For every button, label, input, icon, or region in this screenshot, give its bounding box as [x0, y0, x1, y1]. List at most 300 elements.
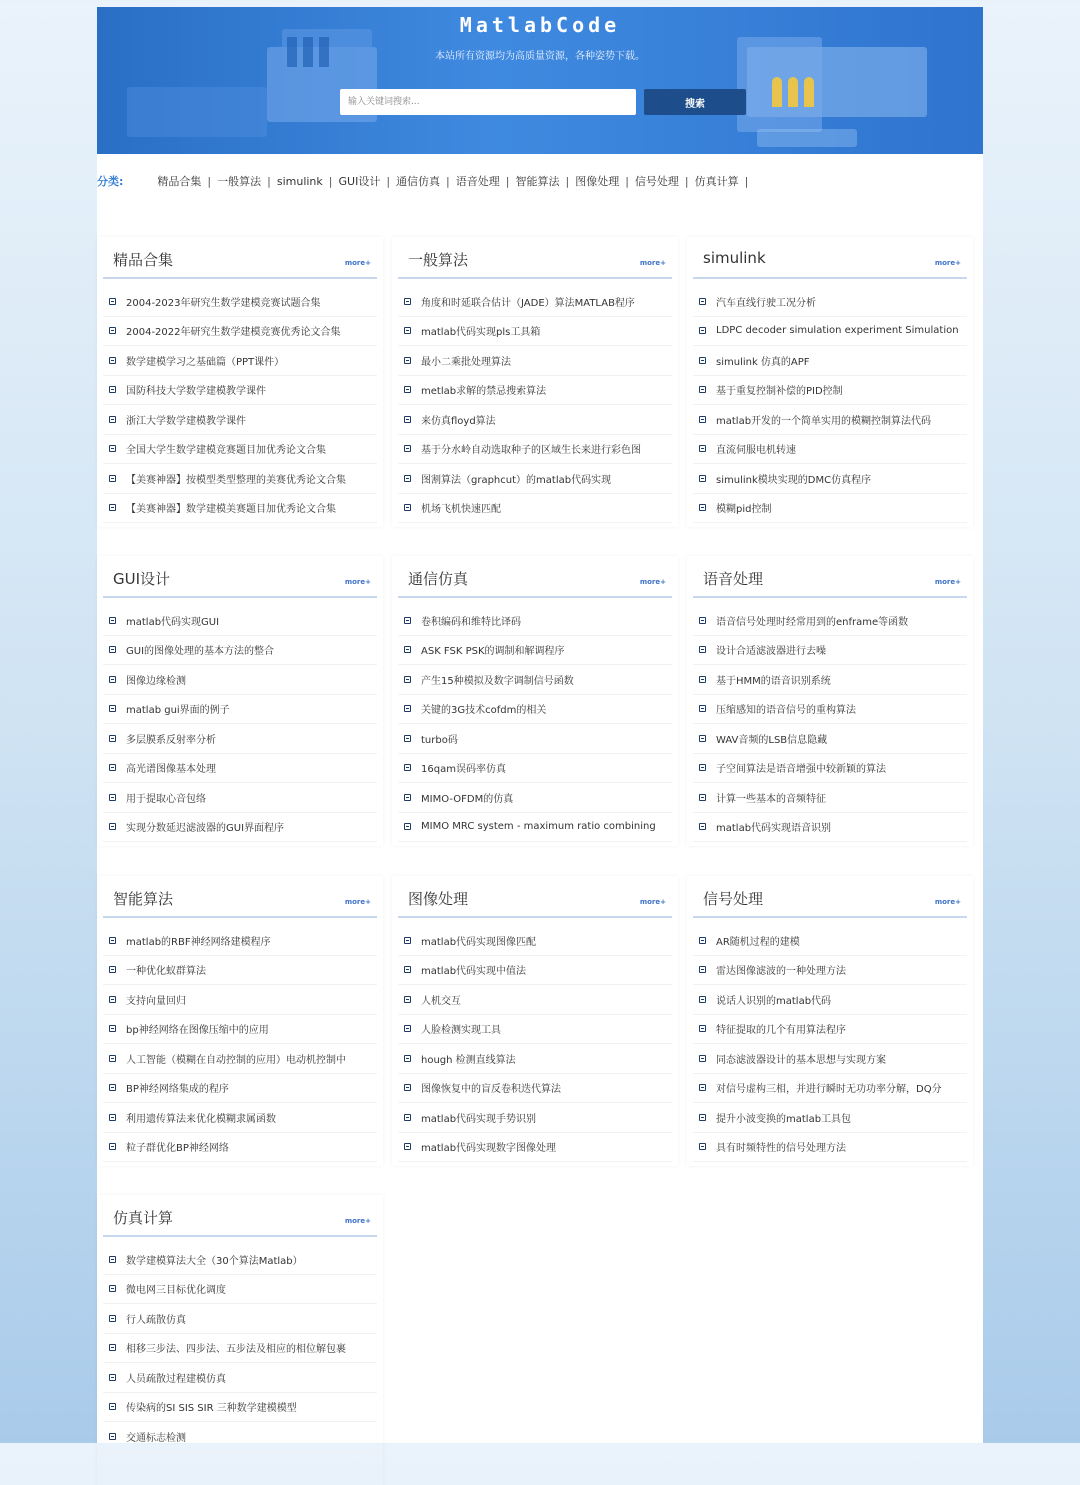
- category-link[interactable]: 图像处理: [575, 175, 620, 188]
- panel-title[interactable]: GUI设计: [113, 570, 171, 588]
- panel-title[interactable]: 仿真计算: [113, 1209, 174, 1227]
- list-item-link[interactable]: 一种优化蚁群算法: [126, 966, 206, 978]
- document-icon: [699, 705, 706, 712]
- document-icon: [699, 617, 706, 624]
- list-item-link[interactable]: 数学建模学习之基础篇（PPT课件）: [126, 356, 285, 368]
- list-item-link[interactable]: 特征提取的几个有用算法程序: [716, 1025, 846, 1037]
- list-item[interactable]: [693, 813, 967, 843]
- list-item-link[interactable]: matlab的RBF神经网络建模程序: [126, 936, 271, 948]
- category-nav: [97, 171, 748, 191]
- list-item[interactable]: [693, 317, 967, 347]
- list-item[interactable]: [103, 1334, 377, 1364]
- document-icon: [404, 298, 411, 305]
- document-icon: [109, 1256, 116, 1263]
- list-item[interactable]: [693, 346, 967, 376]
- list-item-link[interactable]: 模糊pid控制: [716, 504, 772, 516]
- document-icon: [404, 617, 411, 624]
- list-item[interactable]: [398, 956, 672, 986]
- list-item-link[interactable]: 图像边缘检测: [126, 675, 186, 687]
- list-item-link[interactable]: 雷达图像滤波的一种处理方法: [716, 966, 846, 978]
- list-item-link[interactable]: 设计合适滤波器进行去噪: [716, 646, 826, 658]
- document-icon: [404, 1084, 411, 1091]
- list-item[interactable]: [398, 1015, 672, 1045]
- category-link[interactable]: 仿真计算: [694, 175, 739, 188]
- category-separator: |: [446, 174, 450, 188]
- list-item[interactable]: [103, 1275, 377, 1305]
- list-item-link[interactable]: GUI的图像处理的基本方法的整合: [126, 646, 275, 658]
- list-item-link[interactable]: 传染病的SI SIS SIR 三种数学建模模型: [126, 1403, 297, 1415]
- list-item[interactable]: [103, 1074, 377, 1104]
- panel-header: [398, 237, 672, 279]
- list-item-link[interactable]: 多层膜系反射率分析: [126, 734, 216, 746]
- document-icon: [699, 386, 706, 393]
- category-separator: |: [684, 174, 689, 188]
- list-item[interactable]: [693, 1044, 967, 1074]
- document-icon: [109, 1055, 116, 1062]
- document-icon: [109, 646, 116, 653]
- document-icon: [404, 416, 411, 423]
- document-icon: [404, 646, 411, 653]
- document-icon: [699, 1143, 706, 1150]
- document-icon: [699, 823, 706, 830]
- document-icon: [404, 1143, 411, 1150]
- category-link[interactable]: 通信仿真: [396, 175, 441, 188]
- list-item[interactable]: [103, 287, 377, 317]
- list-item[interactable]: [398, 287, 672, 317]
- document-icon: [404, 504, 411, 511]
- document-icon: [109, 676, 116, 683]
- more-link[interactable]: more+: [934, 578, 961, 586]
- panel-header: [103, 1195, 377, 1237]
- list-item-link[interactable]: hough 检测直线算法: [421, 1054, 516, 1066]
- document-icon: [404, 764, 411, 771]
- list-item-link[interactable]: matlab代码实现手势识别: [421, 1113, 537, 1125]
- category-link[interactable]: 智能算法: [515, 175, 560, 188]
- document-icon: [109, 298, 116, 305]
- list-item-link[interactable]: turbo码: [421, 734, 458, 746]
- panel-list: [687, 279, 973, 523]
- document-icon: [109, 735, 116, 742]
- list-item-link[interactable]: simulink模块实现的DMC仿真程序: [716, 474, 872, 486]
- category-link[interactable]: 信号处理: [634, 175, 679, 188]
- document-icon: [404, 794, 411, 801]
- list-item[interactable]: [103, 1304, 377, 1334]
- category-separator: |: [207, 174, 212, 188]
- document-icon: [109, 1315, 116, 1322]
- banner-decoration: [757, 129, 857, 147]
- panel-title[interactable]: 一般算法: [408, 251, 469, 269]
- list-item-link[interactable]: 卷积编码和维特比译码: [421, 616, 521, 628]
- list-item[interactable]: [103, 1363, 377, 1393]
- list-item-link[interactable]: bp神经网络在图像压缩中的应用: [126, 1025, 269, 1037]
- list-item[interactable]: [398, 405, 672, 435]
- site-logo-title[interactable]: MatlabCode: [459, 13, 621, 37]
- list-item-link[interactable]: 人机交互: [421, 995, 461, 1007]
- document-icon: [109, 1344, 116, 1351]
- document-icon: [404, 735, 411, 742]
- document-icon: [404, 1055, 411, 1062]
- list-item[interactable]: [398, 1103, 672, 1133]
- list-item[interactable]: [103, 665, 377, 695]
- category-separator: |: [505, 174, 510, 188]
- list-item[interactable]: [693, 1074, 967, 1104]
- panel-list: [392, 279, 678, 523]
- document-icon: [109, 416, 116, 423]
- list-item[interactable]: [693, 956, 967, 986]
- document-icon: [109, 1114, 116, 1121]
- list-item-link[interactable]: 子空间算法是语音增强中较新颖的算法: [716, 764, 886, 776]
- list-item-link[interactable]: 利用遗传算法来优化模糊隶属函数: [126, 1113, 276, 1125]
- panel-list: [392, 598, 678, 842]
- list-item[interactable]: [693, 1133, 967, 1163]
- panel-header: [103, 876, 377, 918]
- document-icon: [699, 937, 706, 944]
- document-icon: [109, 475, 116, 482]
- list-item[interactable]: [693, 665, 967, 695]
- more-link[interactable]: more+: [934, 259, 961, 267]
- document-icon: [404, 823, 411, 830]
- list-item-link[interactable]: 交通标志检测: [126, 1432, 186, 1444]
- list-item-link[interactable]: 基于分水岭自动选取种子的区域生长来进行彩色图: [421, 445, 641, 457]
- list-item-link[interactable]: 人脸检测实现工具: [421, 1025, 501, 1037]
- document-icon: [109, 327, 116, 334]
- list-item[interactable]: [103, 724, 377, 754]
- list-item-link[interactable]: matlab开发的一个简单实用的模糊控制算法代码: [716, 415, 932, 427]
- list-item[interactable]: [103, 813, 377, 843]
- document-icon: [699, 1055, 706, 1062]
- list-item[interactable]: [398, 376, 672, 406]
- list-item-link[interactable]: matlab代码实现图像匹配: [421, 936, 537, 948]
- list-item[interactable]: [103, 1103, 377, 1133]
- list-item[interactable]: [103, 606, 377, 636]
- list-item-link[interactable]: LDPC decoder simulation experiment Simulation: [716, 325, 959, 337]
- category-link[interactable]: GUI设计: [338, 175, 381, 188]
- list-item-link[interactable]: 图像恢复中的盲反卷积迭代算法: [421, 1084, 561, 1096]
- list-item-link[interactable]: ASK FSK PSK的调制和解调程序: [421, 646, 565, 658]
- more-link[interactable]: more+: [344, 1217, 371, 1225]
- category-separator: |: [625, 174, 629, 188]
- panel-title[interactable]: 智能算法: [113, 890, 174, 908]
- list-item[interactable]: [693, 405, 967, 435]
- list-item-link[interactable]: 关键的3G技术cofdm的相关: [421, 705, 547, 717]
- document-icon: [404, 445, 411, 452]
- page: [97, 7, 983, 1443]
- document-icon: [109, 705, 116, 712]
- banner-decoration: [772, 77, 814, 107]
- list-item-link[interactable]: 实现分数延迟滤波器的GUI界面程序: [126, 823, 285, 835]
- list-item-link[interactable]: 角度和时延联合估计（JADE）算法MATLAB程序: [421, 297, 635, 309]
- list-item-link[interactable]: matlab代码实现pls工具箱: [421, 327, 541, 339]
- document-icon: [109, 1374, 116, 1381]
- list-item[interactable]: [398, 926, 672, 956]
- list-item[interactable]: [693, 926, 967, 956]
- list-item-link[interactable]: 用于提取心音包络: [126, 793, 206, 805]
- list-item-link[interactable]: 【美赛神器】按模型类型整理的美赛优秀论文合集: [126, 474, 346, 486]
- more-link[interactable]: more+: [934, 898, 961, 906]
- list-item-link[interactable]: 行人疏散仿真: [126, 1314, 186, 1326]
- list-item[interactable]: [398, 724, 672, 754]
- more-link[interactable]: more+: [344, 259, 371, 267]
- document-icon: [699, 298, 706, 305]
- list-item[interactable]: [103, 494, 377, 524]
- list-item-link[interactable]: matlab代码实现数字图像处理: [421, 1143, 557, 1155]
- list-item-link[interactable]: 语音信号处理时经常用到的enframe等函数: [716, 616, 909, 628]
- list-item-link[interactable]: 相移三步法、四步法、五步法及相应的相位解包裹: [126, 1344, 346, 1356]
- header-banner: [97, 7, 983, 154]
- document-icon: [699, 1114, 706, 1121]
- list-item[interactable]: [103, 636, 377, 666]
- list-item[interactable]: [398, 435, 672, 465]
- list-item[interactable]: [398, 754, 672, 784]
- document-icon: [109, 1025, 116, 1032]
- document-icon: [109, 966, 116, 973]
- list-item[interactable]: [693, 606, 967, 636]
- list-item[interactable]: [103, 783, 377, 813]
- panel-title[interactable]: simulink: [703, 249, 766, 267]
- list-item-link[interactable]: 计算一些基本的音频特征: [716, 793, 826, 805]
- panel-header: [693, 556, 967, 598]
- document-icon: [109, 823, 116, 830]
- list-item[interactable]: [398, 665, 672, 695]
- category-panel: [687, 556, 973, 846]
- list-item[interactable]: [103, 317, 377, 347]
- list-item[interactable]: [103, 754, 377, 784]
- list-item-link[interactable]: 同态滤波器设计的基本思想与实现方案: [716, 1054, 886, 1066]
- more-link[interactable]: more+: [639, 898, 666, 906]
- list-item[interactable]: [103, 346, 377, 376]
- list-item-link[interactable]: 来仿真floyd算法: [421, 415, 496, 427]
- list-item[interactable]: [693, 724, 967, 754]
- document-icon: [699, 445, 706, 452]
- list-item[interactable]: [103, 695, 377, 725]
- list-item[interactable]: [103, 1044, 377, 1074]
- panel-list: [687, 918, 973, 1162]
- list-item[interactable]: [103, 1422, 377, 1452]
- list-item-link[interactable]: MIMO MRC system - maximum ratio combining: [421, 821, 656, 833]
- panel-title[interactable]: 图像处理: [408, 890, 469, 908]
- list-item-link[interactable]: 全国大学生数学建模竞赛题目加优秀论文合集: [126, 445, 326, 457]
- category-separator: |: [386, 174, 391, 188]
- more-link[interactable]: more+: [344, 898, 371, 906]
- list-item-link[interactable]: 粒子群优化BP神经网络: [126, 1143, 229, 1155]
- panel-title[interactable]: 信号处理: [703, 890, 764, 908]
- category-panel: [687, 876, 973, 1166]
- document-icon: [404, 937, 411, 944]
- list-item-link[interactable]: BP神经网络集成的程序: [126, 1084, 229, 1096]
- list-item-link[interactable]: 对信号虚构三相，并进行瞬时无功功率分解，DQ分: [716, 1084, 942, 1096]
- document-icon: [109, 445, 116, 452]
- search-input[interactable]: [340, 89, 636, 115]
- list-item-link[interactable]: 16qam误码率仿真: [421, 764, 506, 776]
- document-icon: [699, 794, 706, 801]
- list-item-link[interactable]: 国防科技大学数学建模教学课件: [126, 386, 266, 398]
- document-icon: [404, 966, 411, 973]
- category-separator: |: [744, 174, 749, 188]
- category-link[interactable]: 语音处理: [455, 175, 500, 188]
- category-panel: [687, 237, 973, 527]
- list-item-link[interactable]: 提升小波变换的matlab工具包: [716, 1113, 852, 1125]
- category-link[interactable]: simulink: [276, 174, 323, 188]
- document-icon: [404, 705, 411, 712]
- list-item-link[interactable]: 人员疏散过程建模仿真: [126, 1373, 226, 1385]
- category-panel: [97, 237, 383, 527]
- panel-header: [693, 237, 967, 279]
- list-item[interactable]: [103, 1133, 377, 1163]
- document-icon: [109, 996, 116, 1003]
- document-icon: [109, 764, 116, 771]
- list-item[interactable]: [398, 317, 672, 347]
- document-icon: [109, 1433, 116, 1440]
- list-item[interactable]: [103, 1245, 377, 1275]
- list-item-link[interactable]: matlab gui界面的例子: [126, 705, 230, 717]
- panel-list: [687, 598, 973, 842]
- list-item[interactable]: [398, 1074, 672, 1104]
- list-item-link[interactable]: 机场飞机快速匹配: [421, 504, 501, 516]
- list-item-link[interactable]: 产生15种模拟及数字调制信号函数: [421, 675, 574, 687]
- document-icon: [109, 504, 116, 511]
- list-item[interactable]: [398, 1044, 672, 1074]
- list-item-link[interactable]: 【美赛神器】数学建模美赛题目加优秀论文合集: [126, 504, 336, 516]
- list-item[interactable]: [398, 1133, 672, 1163]
- list-item-link[interactable]: 图割算法（graphcut）的matlab代码实现: [421, 474, 612, 486]
- list-item[interactable]: [693, 494, 967, 524]
- list-item[interactable]: [398, 494, 672, 524]
- document-icon: [699, 475, 706, 482]
- list-item[interactable]: [693, 435, 967, 465]
- list-item-link[interactable]: 数学建模算法大全（30个算法Matlab）: [126, 1255, 303, 1267]
- category-link[interactable]: 精品合集: [157, 175, 202, 188]
- panel-list: [97, 1237, 383, 1452]
- list-item-link[interactable]: 浙江大学数学建模教学课件: [126, 415, 246, 427]
- document-icon: [699, 1084, 706, 1091]
- list-item[interactable]: [693, 695, 967, 725]
- list-item[interactable]: [398, 695, 672, 725]
- list-item[interactable]: [103, 405, 377, 435]
- list-item-link[interactable]: AR随机过程的建模: [716, 936, 800, 948]
- panel-header: [398, 556, 672, 598]
- category-panel: [392, 556, 678, 846]
- list-item[interactable]: [103, 985, 377, 1015]
- document-icon: [404, 327, 411, 334]
- list-item[interactable]: [103, 1393, 377, 1423]
- list-item[interactable]: [693, 783, 967, 813]
- document-icon: [699, 416, 706, 423]
- category-separator: |: [565, 174, 570, 188]
- category-panel: [392, 876, 678, 1166]
- panel-title[interactable]: 通信仿真: [408, 570, 469, 588]
- list-item-link[interactable]: 直流伺服电机转速: [716, 445, 796, 457]
- document-icon: [404, 475, 411, 482]
- list-item[interactable]: [693, 1103, 967, 1133]
- list-item[interactable]: [398, 464, 672, 494]
- category-separator: |: [267, 174, 271, 188]
- panel-list: [97, 918, 383, 1162]
- document-icon: [404, 996, 411, 1003]
- list-item-link[interactable]: 压缩感知的语音信号的重构算法: [716, 705, 856, 717]
- list-item-link[interactable]: matlab代码实现中值法: [421, 966, 527, 978]
- list-item[interactable]: [693, 1015, 967, 1045]
- document-icon: [699, 1025, 706, 1032]
- category-panel: [97, 1195, 383, 1485]
- list-item-link[interactable]: 支持向量回归: [126, 995, 186, 1007]
- panel-header: [103, 237, 377, 279]
- search-button[interactable]: 搜索: [644, 89, 746, 115]
- list-item-link[interactable]: 2004-2022年研究生数学建模竞赛优秀论文合集: [126, 327, 341, 339]
- list-item[interactable]: [693, 464, 967, 494]
- list-item-link[interactable]: WAV音频的LSB信息隐藏: [716, 734, 828, 746]
- panel-title[interactable]: 精品合集: [113, 251, 174, 269]
- category-label: 分类:: [97, 175, 124, 188]
- list-item-link[interactable]: matlab代码实现GUI: [126, 616, 220, 628]
- list-item[interactable]: [103, 1015, 377, 1045]
- list-item[interactable]: [398, 636, 672, 666]
- list-item[interactable]: [398, 346, 672, 376]
- list-item[interactable]: [103, 464, 377, 494]
- list-item[interactable]: [693, 287, 967, 317]
- list-item-link[interactable]: simulink 仿真的APF: [716, 356, 810, 368]
- panel-header: [103, 556, 377, 598]
- category-panel: [392, 237, 678, 527]
- list-item[interactable]: [398, 813, 672, 843]
- document-icon: [699, 676, 706, 683]
- list-item-link[interactable]: MIMO-OFDM的仿真: [421, 793, 514, 805]
- list-item-link[interactable]: 人工智能（模糊在自动控制的应用）电动机控制中: [126, 1054, 346, 1066]
- list-item[interactable]: [398, 985, 672, 1015]
- more-link[interactable]: more+: [639, 578, 666, 586]
- list-item-link[interactable]: matlab代码实现语音识别: [716, 823, 832, 835]
- list-item-link[interactable]: 说话人识别的matlab代码: [716, 995, 832, 1007]
- document-icon: [699, 327, 706, 334]
- document-icon: [109, 617, 116, 624]
- list-item[interactable]: [693, 636, 967, 666]
- list-item-link[interactable]: 具有时频特性的信号处理方法: [716, 1143, 846, 1155]
- panel-header: [693, 876, 967, 918]
- list-item-link[interactable]: 最小二乘批处理算法: [421, 356, 511, 368]
- document-icon: [699, 357, 706, 364]
- more-link[interactable]: more+: [639, 259, 666, 267]
- panel-header: [398, 876, 672, 918]
- list-item[interactable]: [693, 754, 967, 784]
- list-item[interactable]: [103, 376, 377, 406]
- list-item[interactable]: [398, 783, 672, 813]
- category-link[interactable]: 一般算法: [217, 175, 262, 188]
- document-icon: [404, 357, 411, 364]
- list-item[interactable]: [103, 926, 377, 956]
- list-item[interactable]: [398, 606, 672, 636]
- document-icon: [699, 966, 706, 973]
- list-item-link[interactable]: metlab求解的禁忌搜索算法: [421, 386, 547, 398]
- list-item-link[interactable]: 2004-2023年研究生数学建模竞赛试题合集: [126, 297, 321, 309]
- document-icon: [109, 937, 116, 944]
- list-item[interactable]: [103, 956, 377, 986]
- panel-title[interactable]: 语音处理: [703, 570, 764, 588]
- panel-list: [97, 598, 383, 842]
- list-item-link[interactable]: 基于重复控制补偿的PID控制: [716, 386, 843, 398]
- list-item[interactable]: [693, 985, 967, 1015]
- more-link[interactable]: more+: [344, 578, 371, 586]
- list-item-link[interactable]: 汽车直线行驶工况分析: [716, 297, 816, 309]
- list-item[interactable]: [103, 435, 377, 465]
- document-icon: [109, 357, 116, 364]
- category-panel: [97, 876, 383, 1166]
- document-icon: [404, 386, 411, 393]
- banner-decoration: [127, 87, 267, 137]
- list-item-link[interactable]: 微电网三目标优化调度: [126, 1285, 226, 1297]
- list-item-link[interactable]: 基于HMM的语音识别系统: [716, 675, 831, 687]
- document-icon: [109, 1143, 116, 1150]
- list-item-link[interactable]: 高光谱图像基本处理: [126, 764, 216, 776]
- list-item[interactable]: [693, 376, 967, 406]
